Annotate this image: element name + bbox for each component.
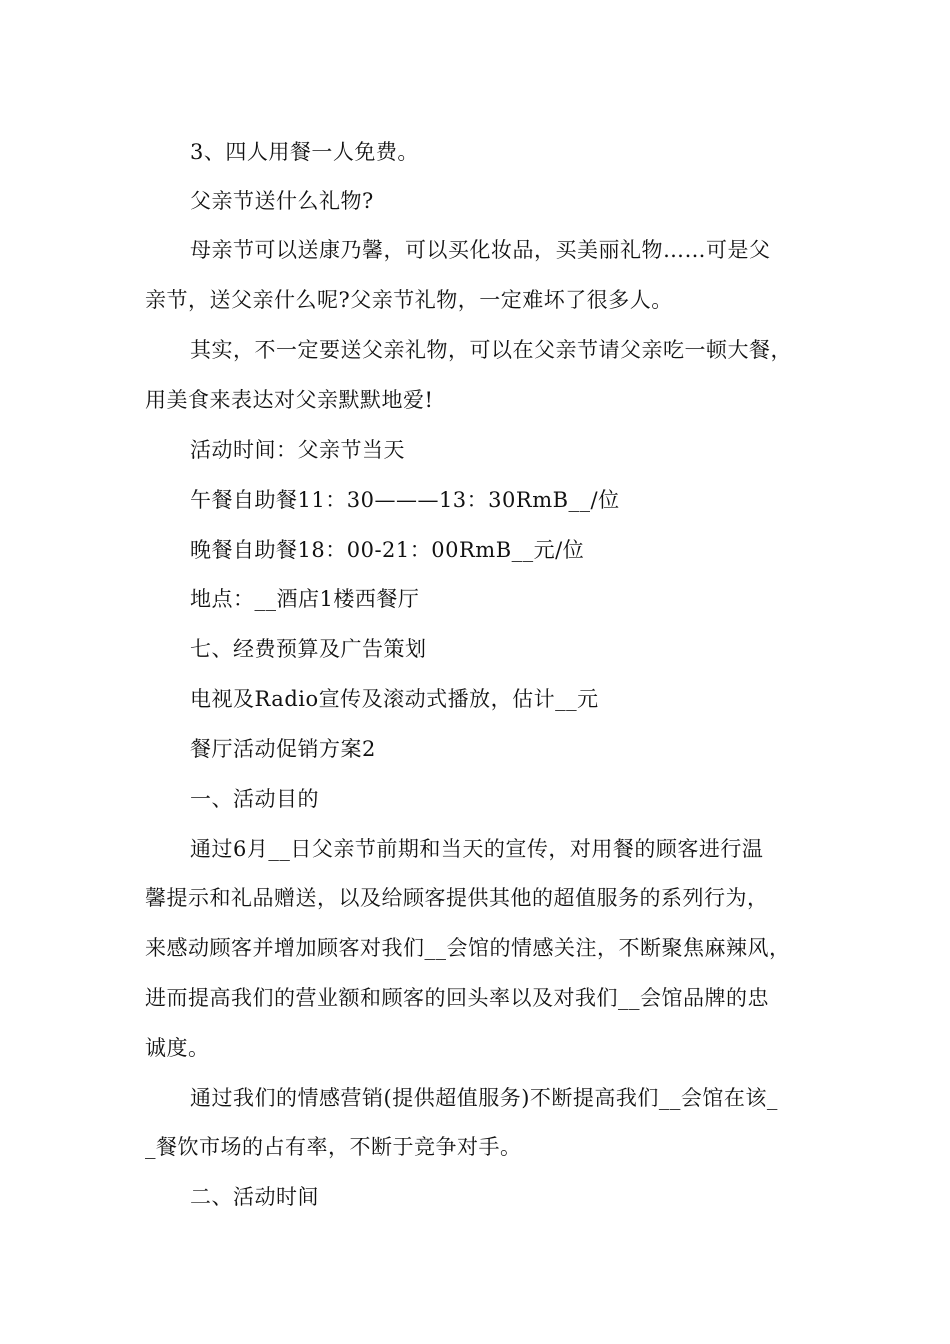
section-heading: 餐厅活动促销方案2 <box>190 737 376 761</box>
text-line: 电视及Radio宣传及滚动式播放，估计__元 <box>190 687 599 711</box>
text-line: 馨提示和礼品赠送，以及给顾客提供其他的超值服务的系列行为， <box>145 886 769 910</box>
text-line: 来感动顾客并增加顾客对我们__会馆的情感关注，不断聚焦麻辣风， <box>145 936 791 960</box>
text-line: _餐饮市场的占有率，不断于竞争对手。 <box>145 1135 522 1159</box>
text-line: 母亲节可以送康乃馨，可以买化妆品，买美丽礼物……可是父 <box>190 238 771 262</box>
text-line: 活动时间：父亲节当天 <box>190 438 405 462</box>
text-line: 通过6月__日父亲节前期和当天的宣传，对用餐的顾客进行温 <box>190 837 764 861</box>
text-line: 晚餐自助餐18：00-21：00RmB__元/位 <box>190 538 585 562</box>
text-line: 3、四人用餐一人免费。 <box>190 140 419 164</box>
text-line: 亲节，送父亲什么呢?父亲节礼物，一定难坏了很多人。 <box>145 288 673 312</box>
text-line: 其实，不一定要送父亲礼物，可以在父亲节请父亲吃一顿大餐， <box>190 338 792 362</box>
text-line: 午餐自助餐11：30———13：30RmB__/位 <box>190 488 620 512</box>
text-line: 进而提高我们的营业额和顾客的回头率以及对我们__会馆品牌的忠 <box>145 986 769 1010</box>
section-heading: 一、活动目的 <box>190 787 319 811</box>
text-line: 父亲节送什么礼物? <box>190 189 374 213</box>
text-line: 诚度。 <box>145 1036 210 1060</box>
section-heading: 二、活动时间 <box>190 1185 319 1209</box>
section-heading: 七、经费预算及广告策划 <box>190 637 427 661</box>
text-line: 用美食来表达对父亲默默地爱! <box>145 388 434 412</box>
text-line: 通过我们的情感营销(提供超值服务)不断提高我们__会馆在该_ <box>190 1086 778 1110</box>
text-line: 地点：__酒店1楼西餐厅 <box>190 587 420 611</box>
